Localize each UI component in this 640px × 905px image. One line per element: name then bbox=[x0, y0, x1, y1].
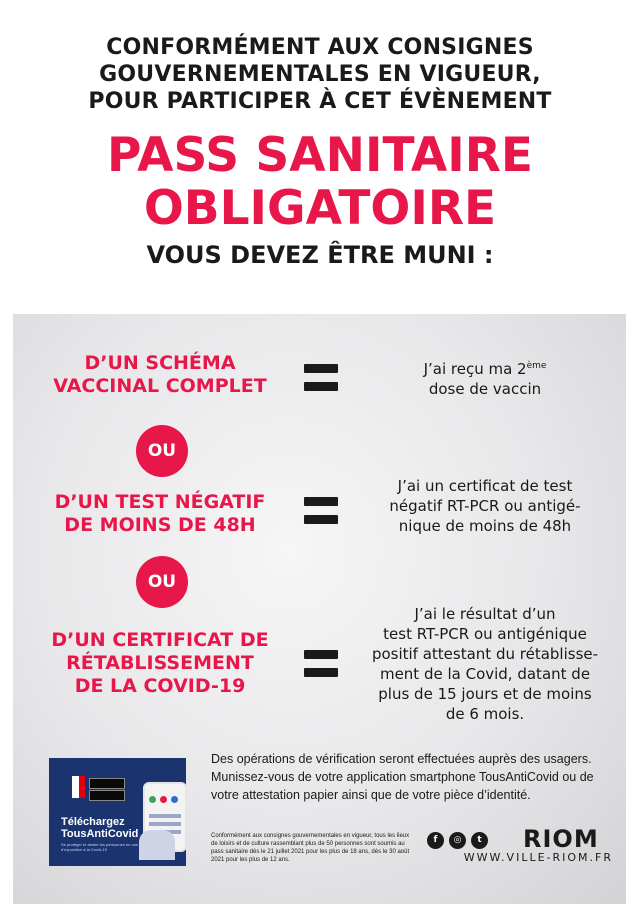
twitter-icon[interactable]: t bbox=[471, 832, 488, 849]
google-play-badge-icon bbox=[89, 790, 125, 801]
desc-line: nique de moins de 48h bbox=[398, 517, 572, 535]
desc-line: test RT-PCR ou antigénique bbox=[383, 625, 587, 643]
download-line: Téléchargez bbox=[61, 816, 125, 828]
desc-line: négatif RT-PCR ou antigé- bbox=[389, 497, 581, 515]
republique-francaise-logo bbox=[65, 776, 85, 798]
requirement-recovery-label bbox=[25, 629, 295, 698]
or-badge: OU bbox=[136, 556, 188, 608]
desc-sup: ème bbox=[526, 361, 547, 371]
desc-line: J’ai le résultat d’un bbox=[414, 605, 556, 623]
legal-text: Conformément aux consignes gouvernementales en vigueur, tous les lieux de loisirs et de culture rassemblant plus de 50 personnes sont soumis au pass sanitaire dès le 21 juillet 2021 pour les plus de 18 ans, dès le 30 août 2021 pour les plus de 12 ans. bbox=[211, 833, 410, 863]
download-text bbox=[61, 816, 138, 840]
desc-line: de 6 mois. bbox=[445, 705, 525, 723]
requirement-label-line: D’UN SCHÉMA bbox=[84, 352, 236, 374]
requirement-recovery-desc bbox=[365, 604, 605, 724]
hand-icon bbox=[139, 830, 175, 860]
intro-line: POUR PARTICIPER À CET ÉVÈNEMENT bbox=[88, 89, 552, 114]
requirements-panel bbox=[13, 314, 626, 904]
or-badge: OU bbox=[136, 425, 188, 477]
intro-text bbox=[0, 34, 640, 115]
app-store-badge-icon bbox=[89, 778, 125, 789]
website-link[interactable]: WWW.VILLE-RIOM.FR bbox=[463, 851, 613, 864]
desc-line: plus de 15 jours et de moins bbox=[378, 685, 592, 703]
download-line: TousAntiCovid bbox=[61, 828, 139, 840]
requirement-label-line: VACCINAL COMPLET bbox=[53, 375, 267, 397]
intro-line: GOUVERNEMENTALES EN VIGUEUR, bbox=[99, 62, 541, 87]
requirement-label-line: D’UN CERTIFICAT DE bbox=[51, 629, 269, 651]
requirement-label-line: DE LA COVID-19 bbox=[74, 675, 246, 697]
requirement-test-label bbox=[25, 491, 295, 537]
social-icons bbox=[427, 832, 495, 850]
title-line: OBLIGATOIRE bbox=[143, 181, 497, 236]
requirement-vaccine-label bbox=[25, 352, 295, 398]
intro-line: CONFORMÉMENT AUX CONSIGNES bbox=[106, 35, 534, 60]
equals-icon bbox=[304, 650, 338, 677]
desc-line: dose de vaccin bbox=[428, 380, 542, 398]
requirement-label-line: D’UN TEST NÉGATIF bbox=[54, 491, 266, 513]
desc-line: J’ai un certificat de test bbox=[397, 477, 573, 495]
page-title bbox=[0, 129, 640, 235]
facebook-icon[interactable]: f bbox=[427, 832, 444, 849]
requirement-label-line: RÉTABLISSEMENT bbox=[66, 652, 254, 674]
requirement-label-line: DE MOINS DE 48H bbox=[64, 514, 256, 536]
requirement-test-desc bbox=[370, 476, 600, 536]
requirement-vaccine-desc bbox=[370, 356, 600, 399]
header bbox=[0, 34, 640, 269]
subtitle: VOUS DEVEZ ÊTRE MUNI : bbox=[146, 241, 494, 269]
desc-line-text: J’ai reçu ma 2 bbox=[423, 360, 527, 378]
tousanticovid-promo bbox=[49, 758, 186, 866]
verification-text: Des opérations de vérification seront effectuées auprès des usagers. Munissez-vous de votre application smartphone TousAntiCovid ou de votre attestation papier ainsi que de votre pièce d’identité. bbox=[211, 752, 594, 802]
instagram-icon[interactable]: ◎ bbox=[449, 832, 466, 849]
riom-logo: RIOM bbox=[523, 825, 599, 853]
equals-icon bbox=[304, 497, 338, 524]
desc-line bbox=[370, 356, 600, 379]
desc-line: ment de la Covid, datant de bbox=[379, 665, 591, 683]
desc-line: positif attestant du rétablisse- bbox=[371, 645, 599, 663]
equals-icon bbox=[304, 364, 338, 391]
app-small-text: Se protéger et alerter les personnes en cas d’exposition à la Covid-19 bbox=[61, 842, 138, 852]
title-line: PASS SANITAIRE bbox=[106, 128, 534, 183]
